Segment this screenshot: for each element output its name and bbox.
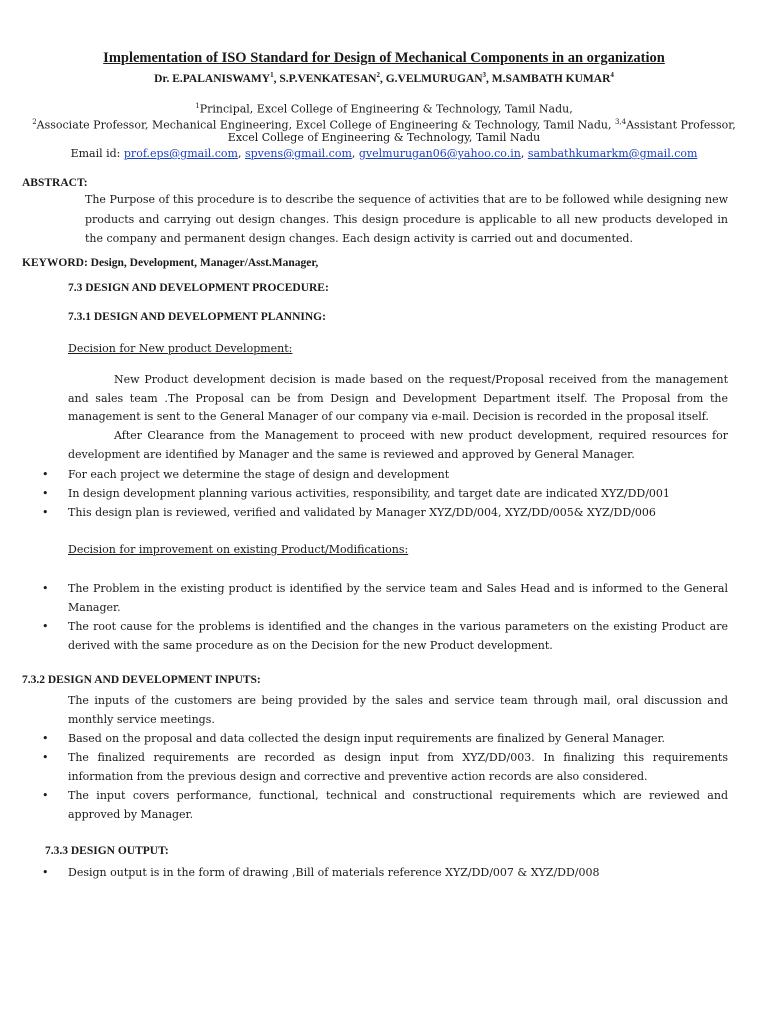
bullet-icon: • [42,751,49,764]
list-item-text: This design plan is reviewed, verified and validated by Manager XYZ/DD/004, XYZ/DD/005& XYZ/DD/006 [68,506,656,519]
keywords: KEYWORD: Design, Development, Manager/Asst.Manager, [22,257,319,269]
paragraph: New Product development decision is made based on the request/Proposal received from the management and sales team .The Proposal can be from Design and Development Department itself. The Proposal from the management is sent to the General Manager of our company via e-mail. Decision is recorded in the proposal itself. [68,373,728,423]
list-item-text: The root cause for the problems is identified and the changes in the various parameters on the existing Product are derived with the same procedure as on the Decision for the new Product development. [68,620,728,652]
author-line: Dr. E.PALANISWAMY$^1$, S.P.VENKATESAN$^2$, G.VELMURUGAN$^3$, M.SAMBATH KUMAR$^4$ [154,71,614,85]
author-sup: 4 [610,71,614,79]
affiliation-text: Associate Professor, Mechanical Engineering, Excel College of Engineering & Technology, Tamil Nadu, [36,118,615,132]
author-sup: 2 [376,71,380,79]
section-heading-7-3-2: 7.3.2 DESIGN AND DEVELOPMENT INPUTS: [22,674,261,686]
affiliation-text: Principal, Excel College of Engineering & Technology, Tamil Nadu, [199,102,573,116]
list-item-text: Based on the proposal and data collected the design input requirements are finalized by General Manager. [68,732,666,745]
bullet-icon: • [42,866,49,879]
author-sup: 3 [482,71,487,79]
author-name: M.SAMBATH KUMAR [491,72,611,85]
list-item [42,786,728,824]
bullet-list [42,729,728,824]
subheading-improvement: Decision for improvement on existing Product/Modifications: [68,543,409,556]
email-link[interactable]: sambathkumarkm@gmail.com [527,147,698,160]
bullet-icon: • [42,789,49,802]
list-item-text: In design development planning various activities, responsibility, and target date are indicated XYZ/DD/001 [68,487,670,500]
section-heading-7-3: 7.3 DESIGN AND DEVELOPMENT PROCEDURE: [68,282,329,294]
list-item [42,617,728,655]
author-sup: 1 [270,71,274,79]
email-separator: , [520,147,528,160]
list-item [42,484,728,503]
author-name: G.VELMURUGAN [385,72,483,85]
abstract-text: The Purpose of this procedure is to describe the sequence of activities that are to be followed while designing new products and carrying out design changes. This design procedure is applicable to all new products developed in the company and permanent design changes. Each design activity is carried out and documented. [85,193,728,245]
list-item-text: The finalized requirements are recorded as design input from XYZ/DD/003. In finalizing this requirements information from the previous design and corrective and preventive action records are also considered. [68,751,728,783]
author-name: Dr. E.PALANISWAMY [154,72,271,85]
paragraph: After Clearance from the Management to proceed with new product development, required resources for development are identified by Manager and the same is reviewed and approved by General Manager. [68,429,728,461]
list-item [42,729,728,748]
list-item [42,465,728,484]
bullet-icon: • [42,620,49,633]
affiliation-sup: 1 [195,102,200,110]
bullet-icon: • [42,506,49,519]
affiliation-text: Assistant Professor, [626,118,736,132]
subheading-new-product: Decision for New product Development: [68,342,293,355]
email-label: Email id: [70,147,124,160]
bullet-icon: • [42,582,49,595]
email-link[interactable]: prof.eps@gmail.com [123,147,238,160]
bullet-list [42,863,728,882]
section-heading-7-3-3: 7.3.3 DESIGN OUTPUT: [45,845,169,857]
list-item-text: The input covers performance, functional, technical and constructional requirements which are reviewed and approved by Manager. [68,789,728,821]
list-item-text: For each project we determine the stage of design and development [68,468,450,481]
abstract-heading: ABSTRACT: [22,177,88,189]
affiliation-text: Excel College of Engineering & Technology, Tamil Nadu [227,131,541,144]
email-separator: , [351,147,359,160]
paragraph: The inputs of the customers are being provided by the sales and service team through mail, oral discussion and monthly service meetings. [68,694,728,726]
affiliation-sup: 3,4 [614,118,627,126]
paper-title: Implementation of ISO Standard for Design of Mechanical Components in an organization [103,50,665,66]
list-item [42,503,728,522]
list-item [42,863,728,882]
list-item [42,748,728,786]
email-link[interactable]: spvens@gmail.com [244,147,352,160]
bullet-icon: • [42,487,49,500]
bullet-icon: • [42,468,49,481]
email-line [20,146,748,162]
list-item-text: Design output is in the form of drawing ,Bill of materials reference XYZ/DD/007 & XYZ/DD/008 [68,866,600,879]
section-heading-7-3-1: 7.3.1 DESIGN AND DEVELOPMENT PLANNING: [68,311,326,323]
affiliation-sup: 2 [32,118,37,126]
bullet-icon: • [42,732,49,745]
list-item [42,579,728,617]
bullet-list [42,579,728,655]
bullet-list [42,465,728,522]
affiliation-line-3 [20,130,748,146]
email-link[interactable]: gvelmurugan06@yahoo.co.in [358,147,521,160]
list-item-text: The Problem in the existing product is identified by the service team and Sales Head and is informed to the General Manager. [68,582,728,614]
author-name: S.P.VENKATESAN [279,72,377,85]
email-separator: , [237,147,245,160]
